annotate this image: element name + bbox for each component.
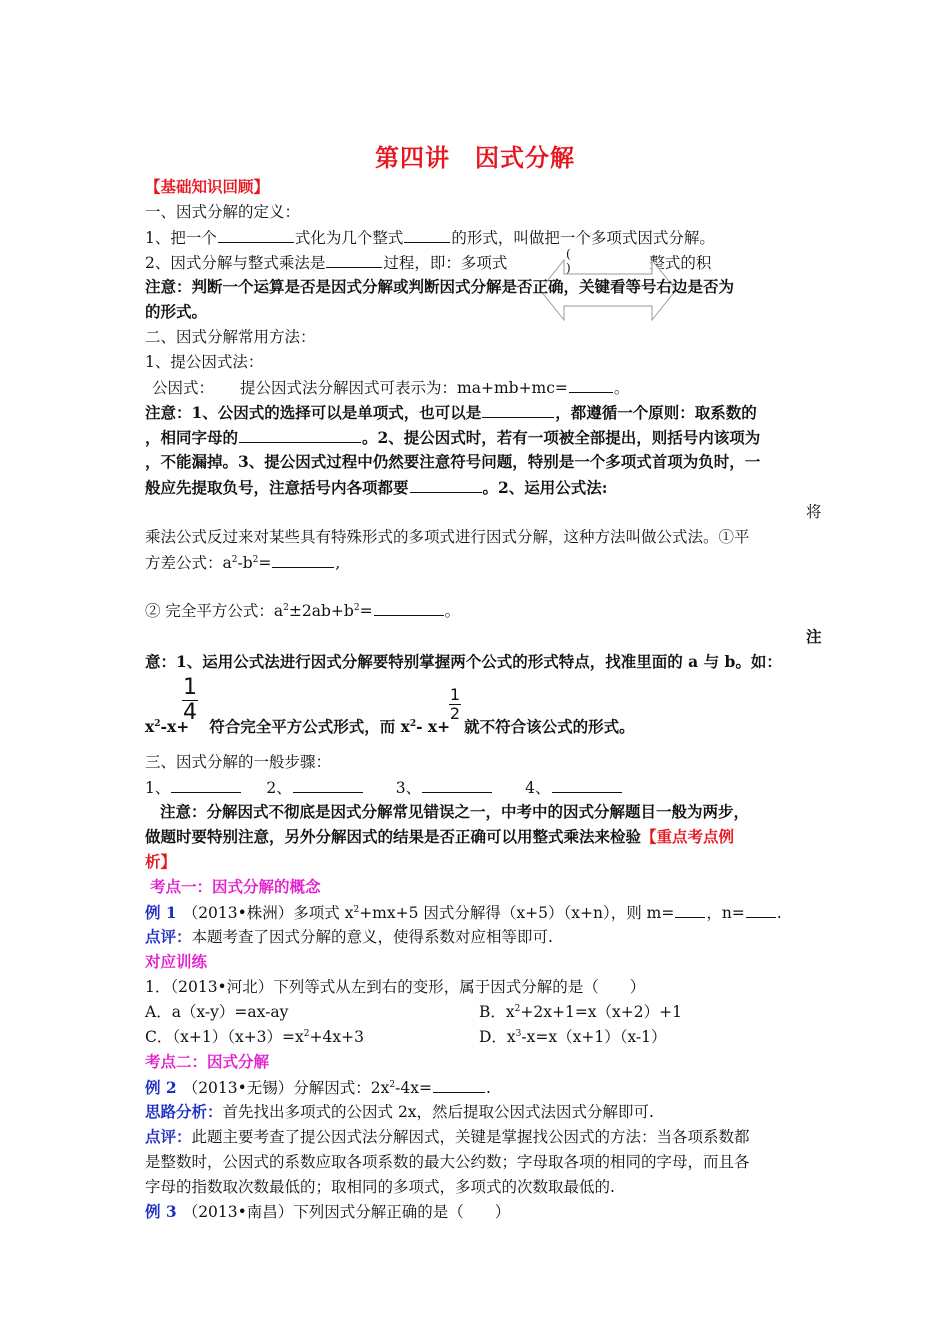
general-steps-line: 1、 2、 3、 4、 bbox=[145, 776, 623, 799]
blank[interactable] bbox=[482, 401, 554, 418]
section-1-heading: 一、因式分解的定义： bbox=[145, 203, 301, 221]
blank[interactable] bbox=[404, 226, 450, 243]
key-point-1-heading: 考点一：因式分解的概念 bbox=[150, 877, 321, 896]
note-1-line-2: 的形式。 bbox=[145, 302, 208, 321]
note-2-line-3: ，不能漏掉。3、提公因式过程中仍然要注意符号问题，特别是一个多项式首项为负时，一 bbox=[145, 452, 761, 471]
fraction-one-half: 1 2 bbox=[449, 685, 461, 723]
formula-method-line-1: 乘法公式反过来对某些具有特殊形式的多项式进行因式分解，这种方法叫做公式法。①平 bbox=[145, 528, 750, 546]
difference-of-squares-line: 方差公式：$a^2-b^2=$ , bbox=[145, 551, 340, 574]
blank[interactable] bbox=[410, 476, 482, 493]
note-2-line-1: 注意：1、公因式的选择可以是单项式，也可以是 ，都遵循一个原则：取系数的 bbox=[145, 403, 757, 422]
blank[interactable] bbox=[239, 426, 361, 443]
blank[interactable] bbox=[272, 551, 334, 568]
question-1: 1．（2013•河北）下列等式从左到右的变形，属于因式分解的是（ ） bbox=[145, 978, 646, 996]
training-heading: 对应训练 bbox=[145, 952, 208, 971]
perfect-square-line: ② 完全平方公式：$a^2\pm 2ab+b^2=$ 。 bbox=[145, 599, 460, 622]
arrow-mark-bottom: ) bbox=[566, 261, 571, 275]
example-2-analysis: 思路分析：首先找出多项式的公因式 2x，然后提取公因式法因式分解即可. bbox=[145, 1102, 654, 1121]
example-3: 例 3 （2013•南昌）下列因式分解正确的是（ ） bbox=[145, 1202, 511, 1221]
section-2-heading: 二、因式分解常用方法： bbox=[145, 328, 316, 346]
note-2-line-2: ，相同字母的 。2、提公因式时，若有一项被全部提出，则括号内该项为 bbox=[145, 428, 761, 447]
arrow-mark-top: ( bbox=[566, 247, 571, 261]
page-title: 第四讲 因式分解 bbox=[375, 143, 575, 172]
blank[interactable] bbox=[569, 376, 613, 393]
section-basic-heading: 【基础知识回顾】 bbox=[145, 177, 270, 196]
example-2-comment-line-2: 是整数时，公因式的系数应取各项系数的最大公约数；字母取各项的相同的字母，而且各 bbox=[145, 1153, 750, 1171]
option-a[interactable]: A．a（x-y）=ax-ay bbox=[145, 1003, 289, 1021]
example-2: 例 2 （2013•无锡）分解因式：$2x^2-4x=$ . bbox=[145, 1078, 491, 1097]
blank[interactable] bbox=[552, 776, 622, 793]
common-factor-line: 公因式： 提公因式法分解因式可表示为：ma+mb+mc= 。 bbox=[152, 376, 629, 399]
note-3-line-2: $x^2-x+$ 符合完全平方公式形式，而 $x^2-$ x+ 就不符合该公式的形式。 bbox=[145, 717, 635, 736]
option-c[interactable]: C．$(x+1)(x+3)=x^2+4x+3$ bbox=[145, 1028, 364, 1046]
wrap-char-jiang: 将 bbox=[806, 503, 822, 521]
note-4-line-1: 注意：分解因式不彻底是因式分解常见错误之一，中考中的因式分解题目一般为两步， bbox=[160, 802, 750, 821]
blank[interactable] bbox=[171, 776, 241, 793]
option-b[interactable]: B．$x^2+2x+1=x(x+2)+1$ bbox=[479, 1003, 682, 1021]
key-point-2-heading: 考点二：因式分解 bbox=[145, 1052, 270, 1071]
definition-line-1: 1、把一个 式化为几个整式 的形式，叫做把一个多项式因式分解。 bbox=[145, 226, 715, 249]
blank[interactable] bbox=[293, 776, 363, 793]
definition-line-2: 2、因式分解与整式乘法是 过程，即：多项式 整式的积 bbox=[145, 251, 711, 274]
example-2-comment-line-1: 点评：此题主要考查了提公因式法分解因式，关键是掌握找公因式的方法：当各项系数都 bbox=[145, 1127, 750, 1146]
section-3-heading: 三、因式分解的一般步骤： bbox=[145, 753, 332, 771]
option-d[interactable]: D．$x^3-x=x(x+1)(x-1)$ bbox=[479, 1028, 667, 1046]
blank[interactable] bbox=[374, 599, 444, 616]
blank[interactable] bbox=[433, 1076, 485, 1093]
blank[interactable] bbox=[675, 901, 705, 918]
method-1-heading: 1、提公因式法： bbox=[145, 353, 264, 371]
note-2-line-4: 般应先提取负号，注意括号内各项都要 。2、运用公式法: bbox=[145, 478, 608, 497]
note-1-line-1: 注意：判断一个运算是否是因式分解或判断因式分解是否正确，关键看等号右边是否为 bbox=[145, 277, 735, 296]
blank[interactable] bbox=[422, 776, 492, 793]
example-1-comment: 点评：本题考查了因式分解的意义，使得系数对应相等即可. bbox=[145, 927, 553, 946]
wrap-char-zhu: 注 bbox=[806, 627, 822, 646]
example-2-comment-line-3: 字母的指数取次数最低的；取相同的多项式，多项式的次数取最低的. bbox=[145, 1178, 615, 1196]
note-4-line-2: 做题时要特别注意，另外分解因式的结果是否正确可以用整式乘法来检验【重点考点例 bbox=[145, 827, 735, 846]
blank[interactable] bbox=[218, 226, 294, 243]
note-3-line-1: 意：1、运用公式法进行因式分解要特别掌握两个公式的形式特点，找准里面的 a 与 b。如： bbox=[145, 652, 782, 671]
note-4-line-3: 析】 bbox=[145, 852, 177, 871]
blank[interactable] bbox=[746, 901, 776, 918]
blank[interactable] bbox=[326, 251, 382, 268]
example-1: 例 1 （2013•株洲）多项式 $x^2+mx+5$ 因式分解得（x+5）（x+n），则 m= ，n= . bbox=[145, 903, 782, 922]
fraction-one-quarter: 1 4 bbox=[183, 675, 197, 725]
